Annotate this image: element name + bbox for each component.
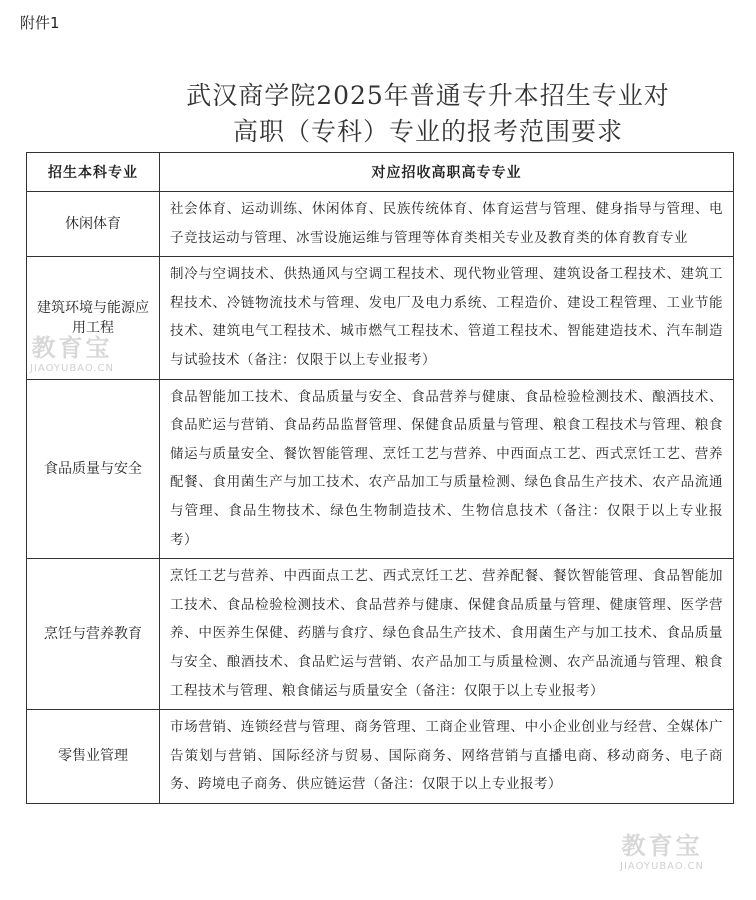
table-row — [27, 559, 734, 710]
watermark-brand-en: JIAOYUBAO.CN — [620, 861, 704, 872]
watermark-logo — [620, 826, 704, 872]
attachment-label: 附件1 — [20, 14, 60, 32]
table-row — [27, 257, 734, 379]
table-row — [27, 379, 734, 559]
header-scope: 对应招收高职高专专业 — [160, 153, 734, 192]
header-major: 招生本科专业 — [27, 153, 160, 192]
scope-text: 社会体育、运动训练、休闲体育、民族传统体育、体育运营与管理、健身指导与管理、电子竞技运动与管理、冰雪设施运维与管理等体育类相关专业及教育类的体育教育专业 — [160, 192, 734, 257]
table-header-row — [27, 153, 734, 192]
scope-text: 烹饪工艺与营养、中西面点工艺、西式烹饪工艺、营养配餐、餐饮智能管理、食品智能加工技术、食品检验检测技术、食品营养与健康、保健食品质量与管理、健康管理、医学营养、中医养生保健、药膳与食疗、绿色食品生产技术、食用菌生产与加工技术、食品质量与安全、酿酒技术、食品贮运与营销、农产品加工与质量检测、农产品流通与管理、粮食工程技术与管理、粮食储运与质量安全（备注：仅限于以上专业报考） — [160, 559, 734, 710]
title-line-2: 高职（专科）专业的报考范围要求 — [232, 117, 623, 146]
major-name: 零售业管理 — [27, 710, 160, 804]
watermark-brand-cn: 教育宝 — [31, 334, 113, 362]
watermark-brand-en: JIAOYUBAO.CN — [30, 363, 114, 374]
major-name: 休闲体育 — [27, 192, 160, 257]
watermark-brand-cn: 教育宝 — [621, 832, 703, 860]
scope-text: 市场营销、连锁经营与管理、商务管理、工商企业管理、中小企业创业与经营、全媒体广告策划与营销、国际经济与贸易、国际商务、网络营销与直播电商、移动商务、电子商务、跨境电子商务、供应链运营（备注：仅限于以上专业报考） — [160, 710, 734, 804]
table-row — [27, 710, 734, 804]
document-title — [0, 78, 756, 150]
major-name: 烹饪与营养教育 — [27, 559, 160, 710]
title-line-1: 武汉商学院2025年普通专升本招生专业对 — [186, 81, 670, 110]
scope-text: 制冷与空调技术、供热通风与空调工程技术、现代物业管理、建筑设备工程技术、建筑工程技术、冷链物流技术与管理、发电厂及电力系统、工程造价、建设工程管理、工业节能技术、建筑电气工程技术、城市燃气工程技术、管道工程技术、智能建造技术、汽车制造与试验技术（备注：仅限于以上专业报考） — [160, 257, 734, 379]
scope-text: 食品智能加工技术、食品质量与安全、食品营养与健康、食品检验检测技术、酿酒技术、食品贮运与营销、食品药品监督管理、保健食品质量与管理、粮食工程技术与管理、粮食储运与质量安全、餐饮智能管理、烹饪工艺与营养、中西面点工艺、西式烹饪工艺、营养配餐、食用菌生产与加工技术、农产品加工与质量检测、绿色食品生产技术、农产品流通与管理、食品生物技术、绿色生物制造技术、生物信息技术（备注：仅限于以上专业报考） — [160, 379, 734, 559]
admission-scope-table — [26, 152, 734, 804]
major-name: 建筑环境与能源应用工程 — [27, 257, 160, 379]
table-row — [27, 192, 734, 257]
major-name: 食品质量与安全 — [27, 379, 160, 559]
